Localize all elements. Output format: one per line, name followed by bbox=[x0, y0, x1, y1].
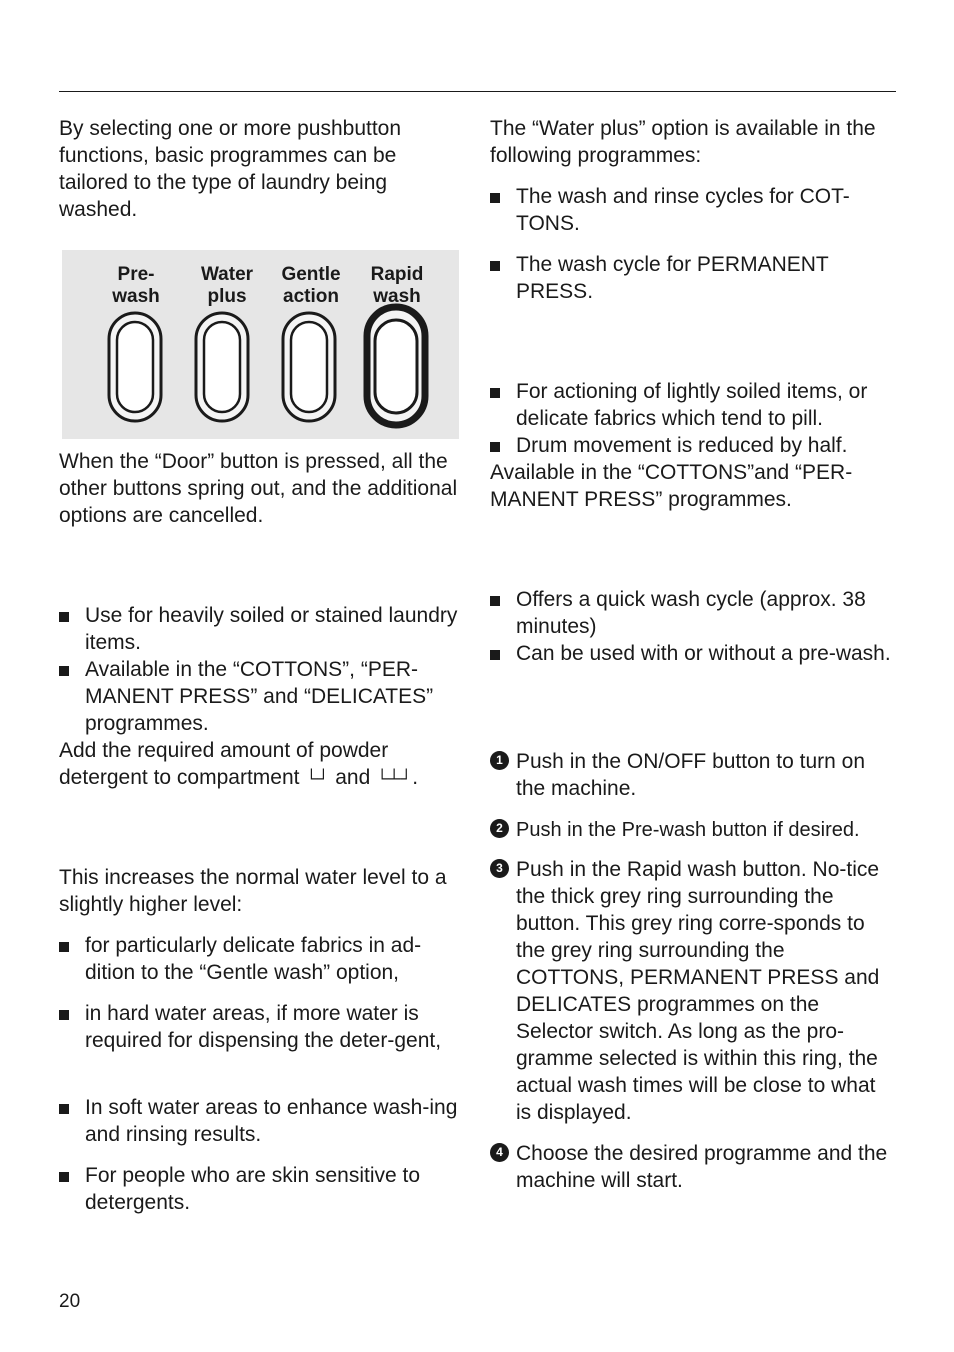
intro-paragraph: By selecting one or more pushbutton functions, basic programmes can be tailored to the type of laundry being washed. bbox=[59, 117, 402, 221]
bullet-square-icon bbox=[490, 388, 500, 398]
pushbuttons-graphic bbox=[62, 250, 459, 439]
prewash-bullet-2: Available in the “COTTONS”, “PER-MANENT PRESS” and “DELICATES” programmes. bbox=[59, 656, 465, 737]
water-plus-program-bullet-2: The wash cycle for PERMANENT PRESS. bbox=[490, 251, 894, 305]
rapid-wash-label: Rapid wash bbox=[370, 264, 424, 307]
water-plus-bullet-4: For people who are skin sensitive to detergents. bbox=[59, 1162, 463, 1216]
step-number-icon: 2 bbox=[490, 819, 509, 838]
prewash-bullet-1: Use for heavily soiled or stained laundry items. bbox=[59, 602, 465, 656]
step-number-icon: 4 bbox=[490, 1143, 509, 1162]
rapid-bullet-2: Can be used with or without a pre-wash. bbox=[490, 640, 894, 667]
compartment-2-icon: └┴┘ bbox=[376, 769, 413, 788]
step-2: 2 Push in the Pre-wash button if desired. bbox=[490, 816, 896, 844]
pushbutton-panel bbox=[62, 250, 459, 439]
step-4: 4 Choose the desired programme and the machine will start. bbox=[490, 1140, 896, 1194]
rapid-wash-button[interactable] bbox=[367, 307, 425, 425]
step-3: 3 Push in the Rapid wash button. No-tice the thick grey ring surrounding the button. This grey ring corre-sponds to the grey ring surrounding the COTTONS, PERMANENT PRESS and DELICATES programmes on the Selector switch. As long as the pro-gramme selected is within this ring, the actual wash times will be close to what is displayed. bbox=[490, 856, 896, 1126]
detergent-instruction: Add the required amount of powder detergent to compartment └┘ and └┴┘. bbox=[59, 739, 419, 789]
step-number-icon: 3 bbox=[490, 859, 509, 878]
bullet-square-icon bbox=[59, 612, 69, 622]
gentle-bullet-1: For actioning of lightly soiled items, or delicate fabrics which tend to pill. bbox=[490, 378, 894, 432]
water-plus-bullet-3: In soft water areas to enhance wash-ing and rinsing results. bbox=[59, 1094, 463, 1148]
bullet-square-icon bbox=[59, 942, 69, 952]
bullet-square-icon bbox=[490, 261, 500, 271]
water-plus-label: Water plus bbox=[200, 264, 254, 307]
door-note: When the “Door” button is pressed, all the other buttons spring out, and the additional options are cancelled. bbox=[59, 450, 458, 527]
compartment-1-icon: └┘ bbox=[305, 769, 330, 788]
gentle-action-button[interactable] bbox=[283, 313, 335, 421]
gentle-availability: Available in the “COTTONS”and “PER-MANENT PRESS” programmes. bbox=[490, 461, 853, 511]
header-rule bbox=[59, 91, 896, 92]
gentle-bullet-2: Drum movement is reduced by half. bbox=[490, 432, 894, 459]
bullet-square-icon bbox=[490, 596, 500, 606]
step-1: 1 Push in the ON/OFF button to turn on the machine. bbox=[490, 748, 896, 802]
water-plus-program-bullet-1: The wash and rinse cycles for COT-TONS. bbox=[490, 183, 894, 237]
bullet-square-icon bbox=[490, 650, 500, 660]
prewash-label: Pre- wash bbox=[112, 264, 160, 307]
water-plus-button[interactable] bbox=[196, 313, 248, 421]
water-plus-intro: This increases the normal water level to a slightly higher level: bbox=[59, 866, 447, 916]
bullet-square-icon bbox=[59, 1172, 69, 1182]
bullet-square-icon bbox=[59, 1104, 69, 1114]
bullet-square-icon bbox=[59, 1010, 69, 1020]
water-plus-bullet-2: in hard water areas, if more water is required for dispensing the deter-gent, bbox=[59, 1000, 463, 1054]
water-plus-bullet-1: for particularly delicate fabrics in ad-dition to the “Gentle wash” option, bbox=[59, 932, 463, 986]
bullet-square-icon bbox=[490, 442, 500, 452]
step-number-icon: 1 bbox=[490, 751, 509, 770]
water-plus-availability: The “Water plus” option is available in the following programmes: bbox=[490, 117, 876, 167]
prewash-button[interactable] bbox=[109, 313, 161, 421]
bullet-square-icon bbox=[490, 193, 500, 203]
gentle-action-label: Gentle action bbox=[281, 264, 341, 307]
bullet-square-icon bbox=[59, 666, 69, 676]
rapid-bullet-1: Offers a quick wash cycle (approx. 38 minutes) bbox=[490, 586, 894, 640]
page-number: 20 bbox=[59, 1291, 81, 1312]
